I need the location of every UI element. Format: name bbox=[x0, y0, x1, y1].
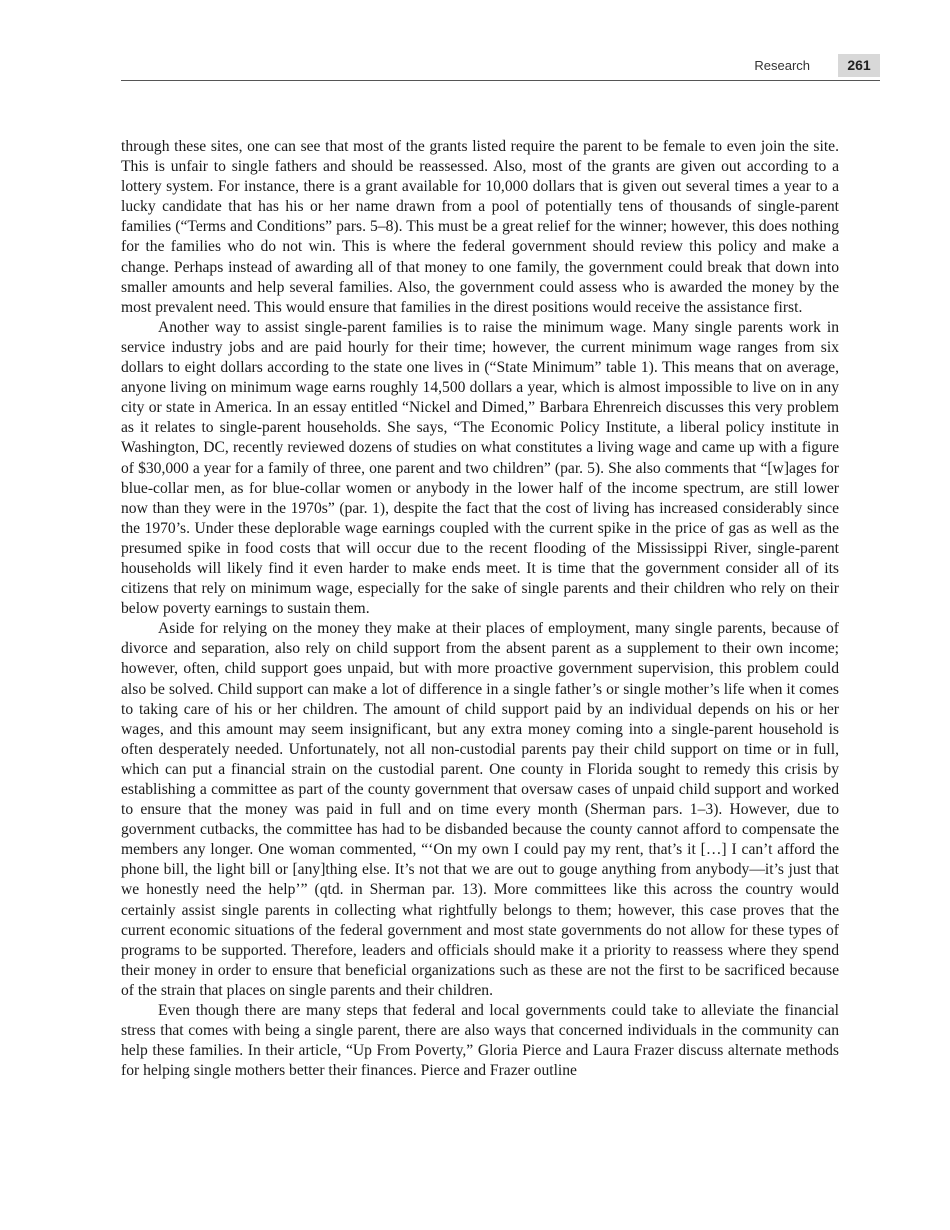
body-text bbox=[121, 137, 839, 1081]
page-number: 261 bbox=[838, 54, 880, 77]
paragraph-3: Aside for relying on the money they make at their places of employment, many single parents, because of divorce and separation, also rely on child support from the absent parent as a supplement to their own income; however, often, child support goes unpaid, but with more proactive government supervision, this problem could also be solved. Child support can make a lot of difference in a single father’s or single mother’s life when it comes to taking care of his or her children. The amount of child support paid by an individual depends on his or her wages, and this amount may seem insignificant, but any extra money coming into a single-parent household is often desperately needed. Unfortunately, not all non-custodial parents pay their child support on time or in full, which can put a financial strain on the custodial parent. One county in Florida sought to remedy this crisis by establishing a committee as part of the county government that oversaw cases of unpaid child support and worked to ensure that the money was paid in full and on time every month (Sherman pars. 1–3). However, due to government cutbacks, the committee has had to be disbanded because the county cannot afford to compensate the members any longer. One woman commented, “‘On my own I could pay my rent, that’s it […] I can’t afford the phone bill, the light bill or [any]thing else. It’s not that we are out to gouge anything from anybody—it’s just that we honestly need the help’” (qtd. in Sherman par. 13). More committees like this across the country would certainly assist single parents in collecting what rightfully belongs to them; however, this case proves that the current economic situations of the federal government and most state governments do not allow for these types of programs to be supported. Therefore, leaders and officials should make it a priority to reassess where they spend their money in order to ensure that beneficial organizations such as these are not the first to be sacrificed because of the strain that places on single parents and their children. bbox=[121, 620, 839, 999]
paragraph-2: Another way to assist single-parent families is to raise the minimum wage. Many single parents work in service industry jobs and are paid hourly for their time; however, the current minimum wage ranges from six dollars to eight dollars according to the state one lives in (“State Minimum” table 1). This means that on average, anyone living on minimum wage earns roughly 14,500 dollars a year, which is almost impossible to live on in any city or state in America. In an essay entitled “Nickel and Dimed,” Barbara Ehrenreich discusses this very problem as it relates to single-parent households. She says, “The Economic Policy Institute, a liberal policy institute in Washington, DC, recently reviewed dozens of studies on what constitutes a living wage and came up with a figure of $30,000 a year for a family of three, one parent and two children” (par. 5). She also comments that “[w]ages for blue-collar men, as for blue-collar women or anybody in the lower half of the income spectrum, are still lower now than they were in the 1970s” (par. 1), despite the fact that the cost of living has increased considerably since the 1970’s. Under these deplorable wage earnings coupled with the current spike in the price of gas as well as the presumed spike in food costs that will occur due to the recent flooding of the Mississippi River, single-parent households will likely find it even harder to make ends meet. It is time that the government consider all of its citizens that rely on minimum wage, especially for the sake of single parents and their children who rely on their below poverty earnings to sustain them. bbox=[121, 318, 839, 618]
section-title: Research bbox=[754, 58, 810, 73]
running-header bbox=[121, 54, 880, 81]
paragraph-4: Even though there are many steps that federal and local governments could take to alleviate the financial stress that comes with being a single parent, there are also ways that concerned individuals in the community can help these families. In their article, “Up From Poverty,” Gloria Pierce and Laura Frazer discuss alternate methods for helping single mothers better their finances. Pierce and Frazer outline bbox=[121, 1002, 839, 1080]
paragraph-1: through these sites, one can see that most of the grants listed require the parent to be female to even join the site. This is unfair to single fathers and should be reassessed. Also, most of the grants are given out according to a lottery system. For instance, there is a grant available for 10,000 dollars that is given out several times a year to a lucky candidate that has his or her name drawn from a pool of potentially tens of thousands of single-parent families (“Terms and Conditions” pars. 5–8). This must be a great relief for the winner; however, this does nothing for the families who do not win. This is where the federal government should review this policy and make a change. Perhaps instead of awarding all of that money to one family, the government could break that down into smaller amounts and help several families. Also, the government could assess who is awarded the money by the most prevalent need. This would ensure that families in the direst positions would receive the assistance first. bbox=[121, 138, 839, 316]
